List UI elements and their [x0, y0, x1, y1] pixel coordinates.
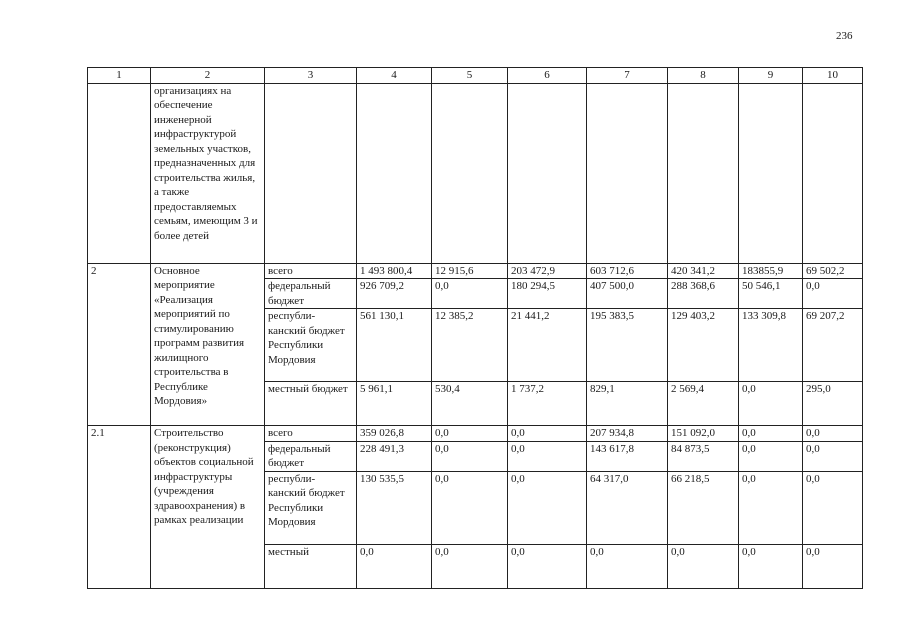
column-header: 7	[587, 68, 668, 84]
amount-cell: 207 934,8	[587, 426, 668, 442]
table-cell	[357, 83, 432, 263]
amount-cell: 295,0	[803, 382, 863, 426]
column-header: 8	[668, 68, 739, 84]
amount-cell: 1 493 800,4	[357, 263, 432, 279]
amount-cell: 66 218,5	[668, 471, 739, 544]
amount-cell: 0,0	[739, 382, 803, 426]
amount-cell: 0,0	[432, 544, 508, 588]
amount-cell: 0,0	[432, 471, 508, 544]
funding-source: местный бюджет	[265, 382, 357, 426]
table-cell	[508, 83, 587, 263]
funding-source: всего	[265, 263, 357, 279]
column-header: 2	[151, 68, 265, 84]
amount-cell: 0,0	[803, 471, 863, 544]
funding-source: федеральный бюджет	[265, 441, 357, 471]
amount-cell: 133 309,8	[739, 309, 803, 382]
amount-cell: 12 915,6	[432, 263, 508, 279]
amount-cell: 2 569,4	[668, 382, 739, 426]
funding-source: федеральный бюджет	[265, 279, 357, 309]
budget-table	[87, 67, 863, 589]
table-cell	[432, 83, 508, 263]
amount-cell: 0,0	[508, 441, 587, 471]
amount-cell: 50 546,1	[739, 279, 803, 309]
amount-cell: 143 617,8	[587, 441, 668, 471]
amount-cell: 0,0	[739, 426, 803, 442]
amount-cell: 0,0	[668, 544, 739, 588]
column-header: 9	[739, 68, 803, 84]
amount-cell: 829,1	[587, 382, 668, 426]
amount-cell: 12 385,2	[432, 309, 508, 382]
amount-cell: 926 709,2	[357, 279, 432, 309]
amount-cell: 0,0	[508, 544, 587, 588]
amount-cell: 195 383,5	[587, 309, 668, 382]
amount-cell: 0,0	[508, 426, 587, 442]
amount-cell: 0,0	[803, 279, 863, 309]
measure-description: Основное мероприятие «Реализация мероприятий по стимулированию программ развития жилищного строительства в Республике Мордовия»	[151, 263, 265, 426]
amount-cell: 69 502,2	[803, 263, 863, 279]
amount-cell: 407 500,0	[587, 279, 668, 309]
table-header-row	[88, 68, 863, 84]
column-header: 4	[357, 68, 432, 84]
amount-cell: 0,0	[739, 441, 803, 471]
column-header: 6	[508, 68, 587, 84]
measure-description: Строительство (реконструкция) объектов социальной инфраструктуры (учреждения здравоохранения) в рамках реализации	[151, 426, 265, 589]
page-number: 236	[836, 30, 853, 42]
amount-cell: 0,0	[739, 471, 803, 544]
amount-cell: 0,0	[803, 426, 863, 442]
funding-source: республи-канский бюджет Республики Мордовия	[265, 309, 357, 382]
amount-cell: 0,0	[739, 544, 803, 588]
measure-number: 2	[88, 263, 151, 426]
table-cell	[803, 83, 863, 263]
amount-cell: 0,0	[432, 426, 508, 442]
table-row	[88, 426, 863, 442]
table-cell	[265, 83, 357, 263]
amount-cell: 0,0	[357, 544, 432, 588]
funding-source: республи-канский бюджет Республики Мордовия	[265, 471, 357, 544]
measure-number: 2.1	[88, 426, 151, 589]
amount-cell: 69 207,2	[803, 309, 863, 382]
amount-cell: 183855,9	[739, 263, 803, 279]
table-cell	[88, 83, 151, 263]
amount-cell: 420 341,2	[668, 263, 739, 279]
amount-cell: 64 317,0	[587, 471, 668, 544]
amount-cell: 21 441,2	[508, 309, 587, 382]
table-cell	[587, 83, 668, 263]
measure-description: организациях на обеспечение инженерной инфраструктурой земельных участков, предназначенных для строительства жилья, а также предоставляемых семьям, имеющим 3 и более детей	[151, 83, 265, 263]
amount-cell: 0,0	[587, 544, 668, 588]
amount-cell: 129 403,2	[668, 309, 739, 382]
funding-source: всего	[265, 426, 357, 442]
amount-cell: 530,4	[432, 382, 508, 426]
column-header: 10	[803, 68, 863, 84]
amount-cell: 228 491,3	[357, 441, 432, 471]
amount-cell: 1 737,2	[508, 382, 587, 426]
column-header: 5	[432, 68, 508, 84]
amount-cell: 0,0	[803, 544, 863, 588]
amount-cell: 0,0	[803, 441, 863, 471]
amount-cell: 359 026,8	[357, 426, 432, 442]
amount-cell: 561 130,1	[357, 309, 432, 382]
amount-cell: 0,0	[508, 471, 587, 544]
amount-cell: 0,0	[432, 441, 508, 471]
amount-cell: 151 092,0	[668, 426, 739, 442]
amount-cell: 84 873,5	[668, 441, 739, 471]
column-header: 3	[265, 68, 357, 84]
amount-cell: 203 472,9	[508, 263, 587, 279]
amount-cell: 5 961,1	[357, 382, 432, 426]
amount-cell: 288 368,6	[668, 279, 739, 309]
amount-cell: 180 294,5	[508, 279, 587, 309]
amount-cell: 130 535,5	[357, 471, 432, 544]
amount-cell: 603 712,6	[587, 263, 668, 279]
funding-source: местный	[265, 544, 357, 588]
table-cell	[739, 83, 803, 263]
table-cell	[668, 83, 739, 263]
table-row	[88, 263, 863, 279]
table-row	[88, 83, 863, 263]
column-header: 1	[88, 68, 151, 84]
amount-cell: 0,0	[432, 279, 508, 309]
